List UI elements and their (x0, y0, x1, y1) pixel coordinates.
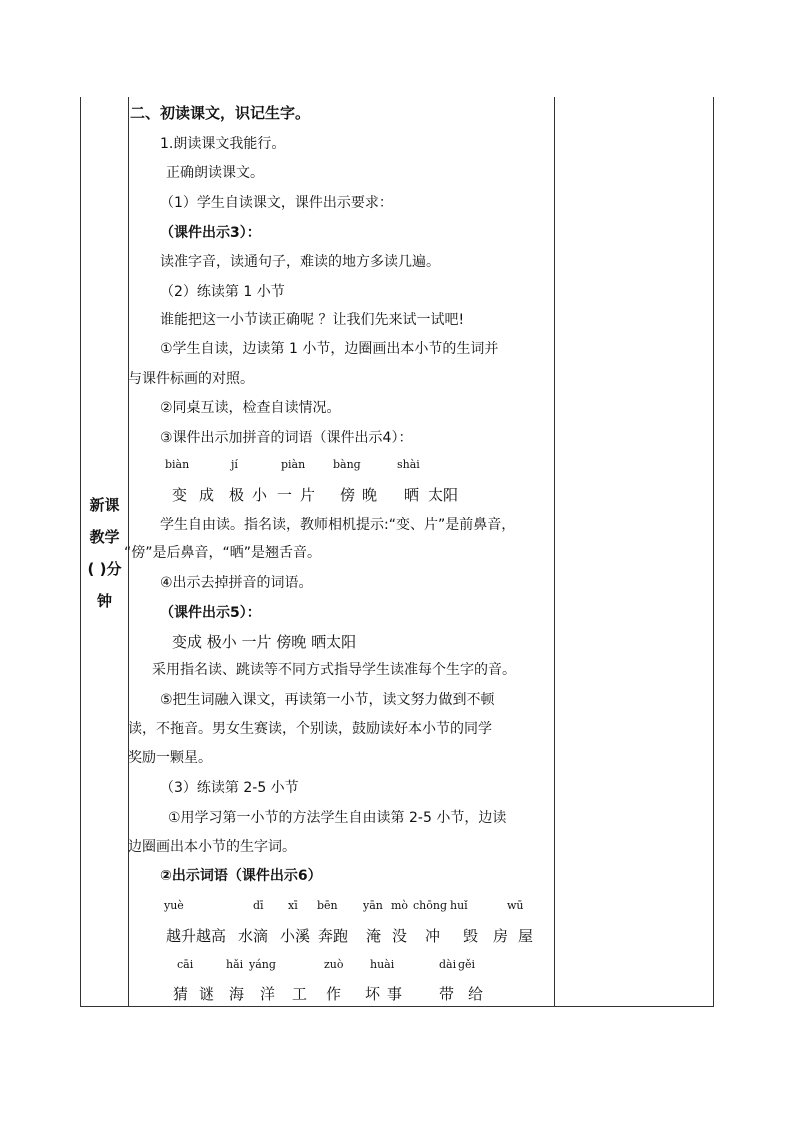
section-label-line: 钟 (96, 592, 112, 610)
pinyin: chōnɡ (413, 899, 447, 912)
vocab-word: 冲 (425, 927, 441, 945)
vocab-word: 淹 (366, 927, 382, 945)
vocab-word: 极 (229, 486, 245, 504)
lesson-content (124, 97, 554, 1007)
vocab-word: 晚 (362, 486, 378, 504)
section-label (81, 489, 128, 617)
pinyin: huài (370, 958, 395, 971)
pinyin: yuè (164, 899, 184, 912)
pinyin: biàn (165, 458, 190, 471)
text-line: 正确朗读课文。 (166, 165, 264, 181)
column-divider-right (554, 97, 555, 1006)
pinyin: xī (288, 899, 298, 912)
courseware-note: （课件出示5）： (160, 605, 261, 621)
courseware-note: ②出示词语（课件出示6） (160, 868, 322, 884)
pinyin: dī (253, 899, 264, 912)
text-line: ②同桌互读，检查自读情况。 (160, 400, 341, 416)
vocab-word: 海 (229, 985, 245, 1003)
pinyin: yān (363, 899, 383, 912)
vocab-word: 房 (493, 927, 509, 945)
vocab-word: 太阳 (428, 486, 459, 504)
vocab-word: 成 (199, 486, 215, 504)
text-line: 读，不拖音。男女生赛读，个别读，鼓励读好本小节的同学 (128, 721, 492, 737)
pinyin: hǎi (226, 958, 244, 971)
vocab-word: 作 (326, 985, 342, 1003)
vocab-word: 傍 (340, 486, 356, 504)
pinyin: bànɡ (333, 458, 361, 471)
pinyin: cāi (177, 958, 194, 971)
text-line: 谁能把这一小节读正确呢 ？让我们先来试一试吧! (160, 312, 465, 328)
vocab-word: 给 (468, 985, 484, 1003)
vocab-word: 坏 (365, 985, 381, 1003)
vocab-word: 事 (387, 985, 403, 1003)
vocab-word: 洋 (260, 985, 276, 1003)
vocab-word: 奔跑 (318, 927, 349, 945)
text-line: 奖励一颗星。 (128, 750, 212, 766)
vocab-word: 毁 (463, 927, 479, 945)
pinyin: jí (231, 458, 238, 471)
vocab-word: 片 (300, 486, 316, 504)
text-line: “傍”是后鼻音，“晒”是翘舌音。 (124, 545, 322, 561)
vocab-word: 越升越高 (166, 927, 227, 945)
text-line: ⑤把生词融入课文，再读第一小节，读文努力做到不顿 (160, 692, 495, 708)
pinyin: shài (397, 458, 420, 471)
section-label-line: ( )分 (87, 560, 122, 578)
pinyin: dài (439, 958, 457, 971)
section-label-line: 新课 (89, 496, 120, 514)
vocab-line: 变成 极小 一片 傍晚 晒太阳 (172, 633, 357, 651)
vocab-word: 晒 (404, 486, 420, 504)
pinyin: ɡěi (458, 958, 476, 971)
text-line: （2）练读第 1 小节 (160, 284, 285, 300)
text-line: （1）学生自读课文，课件出示要求： (160, 195, 393, 211)
vocab-word: 变 (172, 486, 188, 504)
text-line: 采用指名读、跳读等不同方式指导学生读准每个生字的音。 (152, 662, 516, 678)
courseware-note: （课件出示3）： (160, 225, 261, 241)
vocab-word: 屋 (518, 927, 534, 945)
pinyin: yánɡ (249, 958, 276, 971)
text-line: 学生自由读。指名读，教师相机提示:“变、片”是前鼻音， (160, 517, 516, 533)
text-line: 边圈画出本小节的生字词。 (128, 839, 296, 855)
vocab-word: 带 (439, 985, 455, 1003)
pinyin: zuò (324, 958, 344, 971)
section-heading: 二、初读课文，识记生字。 (130, 104, 311, 122)
pinyin: huǐ (450, 899, 468, 912)
text-line: ④出示去掉拼音的词语。 (160, 575, 313, 591)
vocab-word: 一 (277, 486, 293, 504)
text-line: ①学生自读，边读第 1 小节，边圈画出本小节的生词并 (160, 341, 499, 357)
pinyin: wū (507, 899, 524, 912)
pinyin: bēn (317, 899, 338, 912)
vocab-word: 小 (252, 486, 268, 504)
vocab-word: 猜 (173, 985, 189, 1003)
vocab-word: 没 (392, 927, 408, 945)
text-line: ①用学习第一小节的方法学生自由读第 2-5 小节，边读 (168, 810, 507, 826)
text-line: ③课件出示加拼音的词语（课件出示4）： (160, 430, 413, 446)
text-line: 读准字音，读通句子，难读的地方多读几遍。 (160, 254, 440, 270)
text-line: 1.朗读课文我能行。 (160, 136, 286, 152)
pinyin: piàn (281, 458, 306, 471)
vocab-word: 谜 (199, 985, 215, 1003)
vocab-word: 水滴 (238, 927, 269, 945)
text-line: （3）练读第 2-5 小节 (160, 780, 299, 796)
pinyin: mò (391, 899, 409, 912)
text-line: 与课件标画的对照。 (128, 371, 254, 387)
vocab-word: 小溪 (280, 927, 311, 945)
vocab-word: 工 (292, 985, 308, 1003)
section-label-line: 教学 (89, 528, 120, 546)
